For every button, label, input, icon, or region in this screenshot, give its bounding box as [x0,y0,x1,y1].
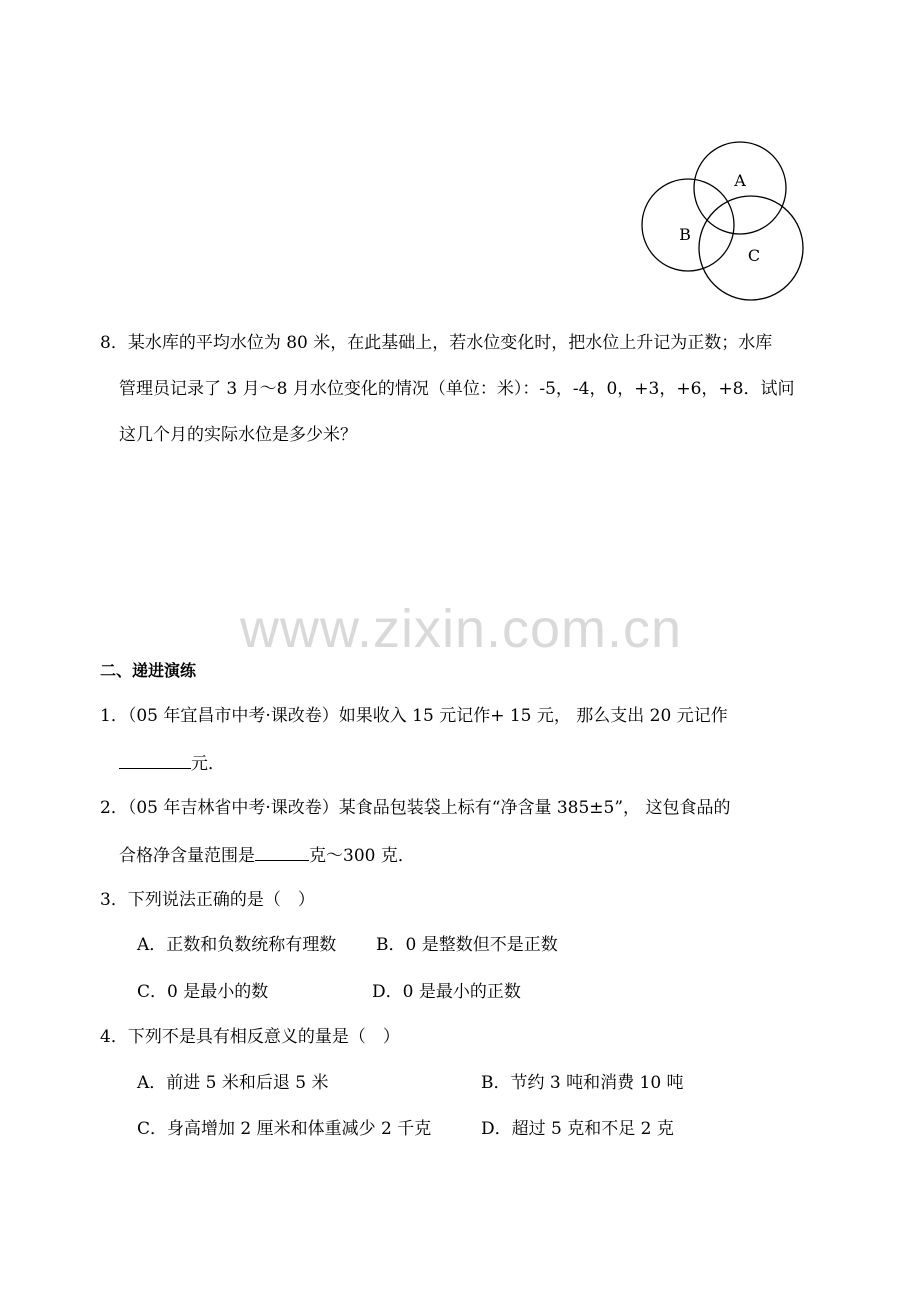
q1-line2-suffix: 元． [191,754,225,774]
q1-answer-blank[interactable] [119,750,191,769]
q2-line2-prefix: 合格净含量范围是 [119,846,255,866]
q4-option-b: B．节约 3 吨和消费 10 吨 [481,1073,684,1093]
q4-option-c: C．身高增加 2 厘米和体重减少 2 千克 [137,1119,432,1139]
q4-option-a: A．前进 5 米和后退 5 米 [137,1073,329,1093]
q3-option-a: A．正数和负数统称有理数 [137,935,337,955]
section-heading: 二、递进演练 [100,661,197,680]
venn-label-c: C [747,246,761,265]
q3-option-d: D．0 是最小的正数 [372,982,521,1002]
q4-stem: 4．下列不是具有相反意义的量是（ ） [100,1027,400,1047]
venn-label-a: A [734,171,746,190]
venn-label-b: B [679,225,691,244]
q2-line2 [119,842,415,868]
q2-line1: 2．（05 年吉林省中考·课改卷）某食品包装袋上标有“净含量 385±5”， 这包食品的 [100,798,731,818]
q2-answer-blank[interactable] [255,842,309,861]
q2-line2-suffix: 克～300 克． [309,846,415,866]
venn-diagram [636,138,812,308]
q8-line1: 8．某水库的平均水位为 80 米，在此基础上，若水位变化时，把水位上升记为正数；水库 [100,333,773,353]
q1-line1: 1．（05 年宜昌市中考·课改卷）如果收入 15 元记作+ 15 元， 那么支出 20 元记作 [100,706,728,726]
watermark: www.zixin.com.cn [239,599,683,659]
q3-option-c: C．0 是最小的数 [137,982,269,1002]
q3-option-b: B．0 是整数但不是正数 [376,935,558,955]
q8-line2: 管理员记录了 3 月～8 月水位变化的情况（单位：米）：-5，-4，0，+3，+6，+8．试问 [119,379,795,399]
q4-option-d: D．超过 5 克和不足 2 克 [481,1119,674,1139]
q8-line3: 这几个月的实际水位是多少米？ [119,425,357,445]
q1-line2 [119,750,225,776]
q3-stem: 3．下列说法正确的是（ ） [100,890,315,910]
